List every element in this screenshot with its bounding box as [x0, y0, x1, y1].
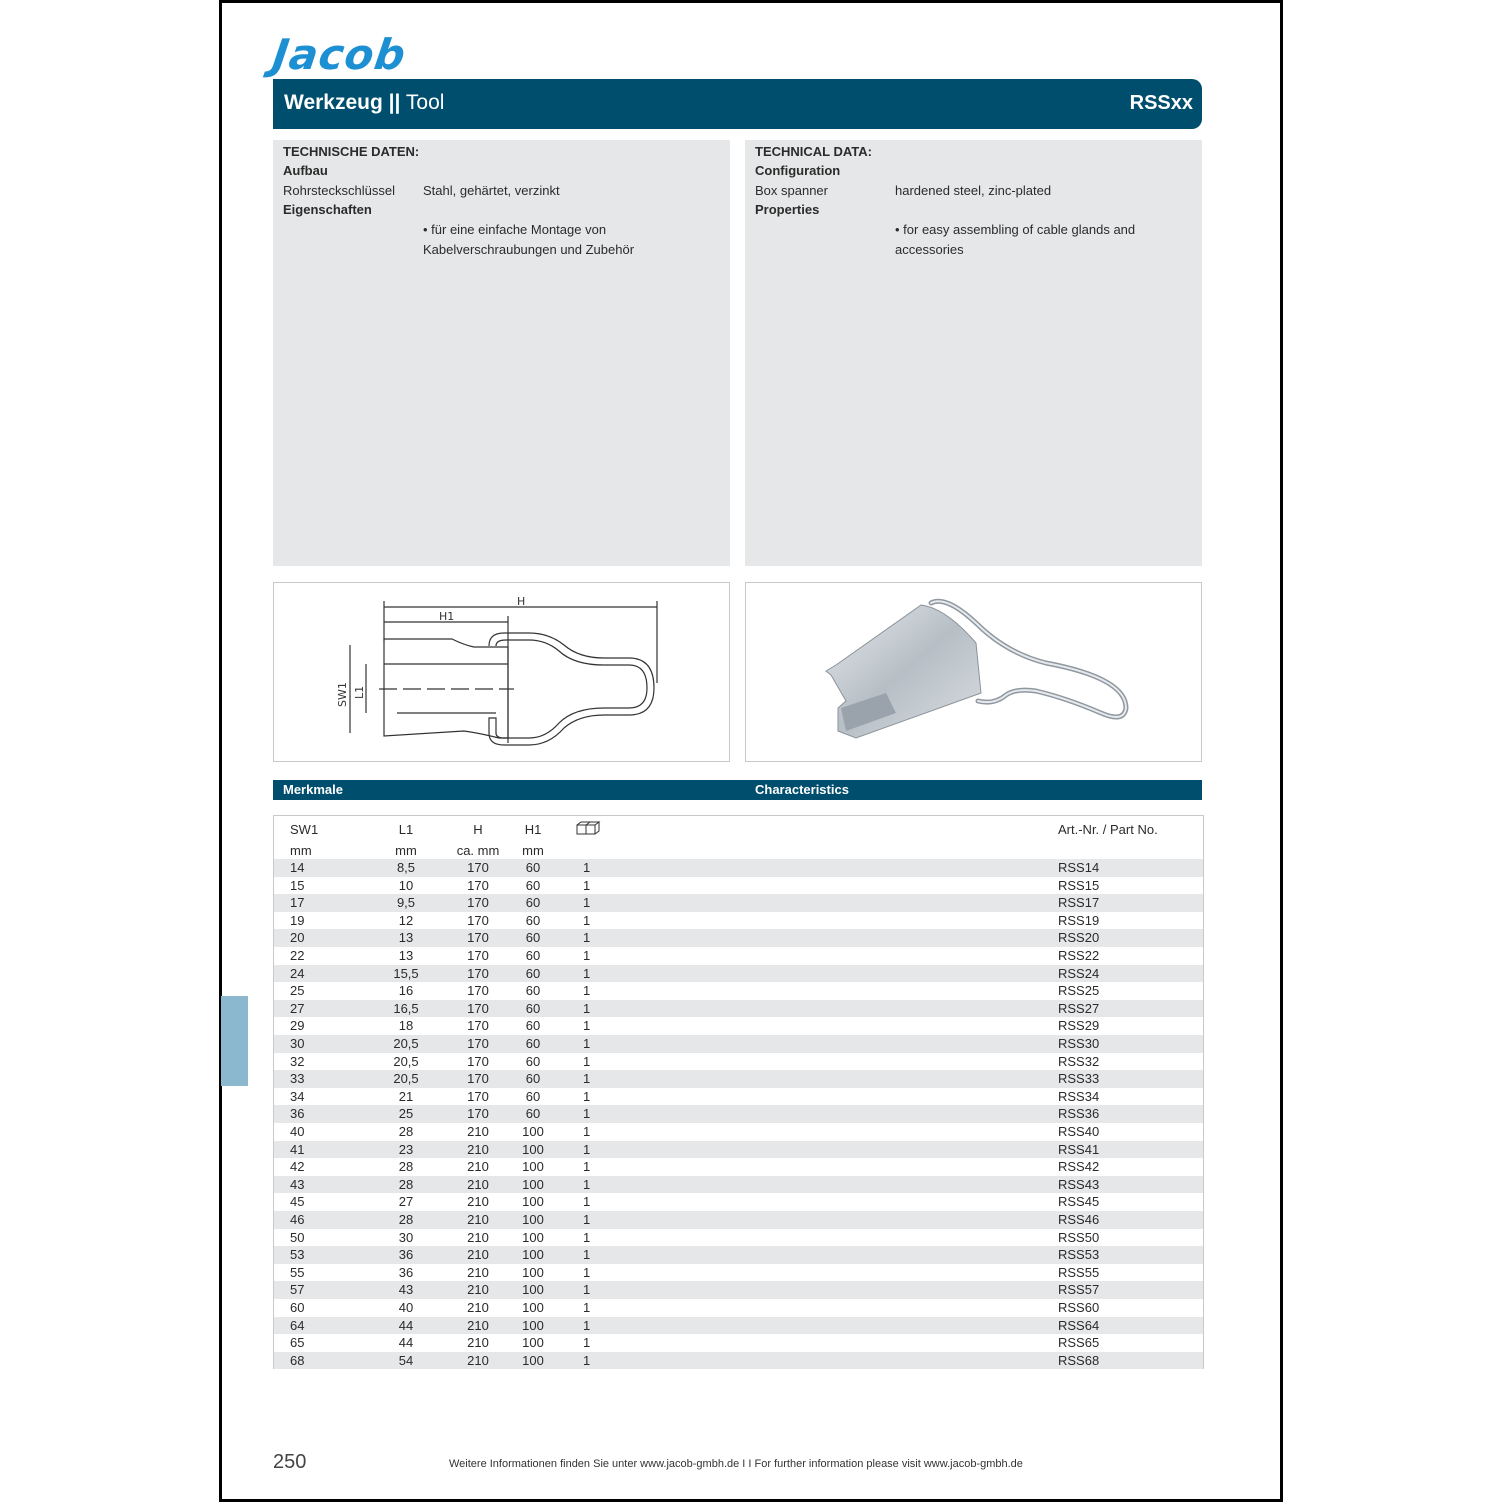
cell-h: 170	[467, 983, 489, 999]
cell-sw1: 14	[290, 860, 305, 875]
table-row	[274, 877, 1203, 895]
cell-part: RSS50	[1058, 1229, 1100, 1245]
cell-sw1: 45	[290, 1194, 305, 1210]
cell-h: 210	[467, 1229, 489, 1245]
title-en: Tool	[405, 91, 445, 114]
cell-sw1: 27	[290, 1000, 305, 1016]
cell-h1: 100	[522, 1317, 544, 1333]
cell-sw1: 42	[290, 1159, 305, 1175]
cell-sw1: 30	[290, 1036, 305, 1051]
config-label-en: Configuration	[755, 163, 841, 178]
cell-h: 170	[467, 1088, 489, 1104]
table-row	[274, 1352, 1203, 1370]
page-number: 250	[273, 1451, 307, 1473]
cell-pack: 1	[583, 1300, 591, 1315]
cell-l1: 28	[398, 1176, 414, 1192]
cell-h: 210	[467, 1317, 489, 1333]
cell-l1: 44	[398, 1335, 414, 1351]
cell-part: RSS24	[1058, 965, 1100, 981]
cell-h1: 60	[525, 1071, 541, 1087]
title-separator: ||	[388, 91, 401, 114]
cell-l1: 21	[398, 1088, 414, 1104]
cell-pack: 1	[583, 860, 591, 875]
cell-sw1: 68	[290, 1352, 305, 1368]
header-h1: H1	[524, 822, 542, 837]
cell-pack: 1	[583, 1036, 591, 1051]
cell-part: RSS20	[1058, 930, 1100, 946]
property-bullet-de: • für eine einfache Montage von Kabelverschraubungen und Zubehör	[423, 222, 635, 257]
cell-h1: 100	[522, 1264, 544, 1280]
cell-h1: 100	[522, 1300, 544, 1315]
cell-part: RSS22	[1058, 948, 1100, 963]
cell-l1: 44	[398, 1317, 414, 1333]
cell-l1: 8,5	[396, 860, 416, 875]
cell-h: 210	[467, 1194, 489, 1210]
technical-data-de-panel	[273, 140, 730, 566]
jacob-logo: Jacob	[269, 30, 410, 79]
cell-h: 170	[467, 965, 489, 981]
cell-pack: 1	[583, 965, 591, 981]
cell-l1: 16	[398, 983, 414, 999]
item-value-de: Stahl, gehärtet, verzinkt	[423, 183, 560, 198]
cell-l1: 27	[398, 1194, 414, 1210]
chapter-side-tab	[221, 996, 248, 1086]
cell-h: 170	[467, 912, 489, 928]
cell-h: 170	[467, 860, 489, 875]
cell-h1: 60	[525, 1053, 541, 1069]
cell-part: RSS19	[1058, 912, 1100, 928]
cell-l1: 9,5	[396, 895, 416, 911]
cell-sw1: 40	[290, 1124, 305, 1139]
cell-sw1: 65	[290, 1335, 305, 1351]
cell-h: 210	[467, 1159, 489, 1175]
table-row	[274, 1017, 1203, 1035]
cell-h1: 60	[525, 860, 541, 875]
table-row	[274, 1123, 1203, 1141]
cell-pack: 1	[583, 1159, 591, 1175]
package-icon	[576, 821, 602, 838]
characteristics-table	[273, 815, 1204, 1369]
cell-pack: 1	[583, 1212, 591, 1227]
cell-h: 170	[467, 877, 489, 893]
cell-sw1: 41	[290, 1141, 305, 1157]
cell-l1: 10	[398, 877, 414, 893]
cell-h1: 100	[522, 1335, 544, 1351]
cell-part: RSS25	[1058, 983, 1100, 999]
cell-l1: 15,5	[393, 965, 419, 981]
cell-part: RSS65	[1058, 1335, 1100, 1351]
cell-part: RSS36	[1058, 1106, 1100, 1122]
characteristics-section-bar	[273, 780, 1202, 800]
cell-sw1: 33	[290, 1071, 305, 1087]
cell-sw1: 43	[290, 1176, 305, 1192]
cell-h: 170	[467, 948, 489, 963]
cell-h1: 60	[525, 965, 541, 981]
cell-sw1: 64	[290, 1317, 305, 1333]
table-row	[274, 1053, 1203, 1071]
table-row	[274, 1317, 1203, 1335]
cell-pack: 1	[583, 1053, 591, 1069]
cell-l1: 16,5	[393, 1000, 419, 1016]
section-label-de: Merkmale	[283, 782, 343, 797]
cell-part: RSS64	[1058, 1317, 1100, 1333]
cell-sw1: 57	[290, 1282, 305, 1298]
cell-pack: 1	[583, 895, 591, 911]
cell-sw1: 19	[290, 912, 305, 928]
table-row	[274, 1246, 1203, 1264]
cell-part: RSS45	[1058, 1194, 1100, 1210]
cell-h: 210	[467, 1264, 489, 1280]
cell-l1: 36	[398, 1247, 414, 1263]
table-row	[274, 859, 1203, 877]
cell-sw1: 32	[290, 1053, 305, 1069]
table-row	[274, 1000, 1203, 1018]
cell-h: 210	[467, 1141, 489, 1157]
cell-pack: 1	[583, 1247, 591, 1263]
cell-pack: 1	[583, 930, 591, 946]
cell-sw1: 22	[290, 948, 305, 963]
cell-l1: 28	[398, 1124, 414, 1139]
cell-part: RSS29	[1058, 1018, 1100, 1034]
cell-part: RSS60	[1058, 1300, 1100, 1315]
header-part-no: Art.-Nr. / Part No.	[1058, 822, 1158, 837]
cell-part: RSS40	[1058, 1124, 1100, 1139]
cell-sw1: 29	[290, 1018, 305, 1034]
cell-pack: 1	[583, 1317, 591, 1333]
cell-l1: 40	[398, 1300, 414, 1315]
cell-h: 170	[467, 1053, 489, 1069]
cell-h1: 100	[522, 1229, 544, 1245]
table-row	[274, 1070, 1203, 1088]
tech-heading-de: TECHNISCHE DATEN:	[283, 144, 420, 159]
table-row	[274, 929, 1203, 947]
cell-pack: 1	[583, 1335, 591, 1351]
label-sw1: SW1	[336, 682, 349, 707]
cell-pack: 1	[583, 1352, 591, 1368]
cell-part: RSS42	[1058, 1159, 1100, 1175]
unit-sw1: mm	[290, 843, 312, 858]
cell-sw1: 17	[290, 895, 305, 911]
cell-l1: 54	[398, 1352, 414, 1368]
cell-pack: 1	[583, 948, 591, 963]
cell-pack: 1	[583, 1088, 591, 1104]
cell-pack: 1	[583, 1000, 591, 1016]
page-title	[284, 91, 444, 115]
header-h: H	[473, 822, 483, 837]
cell-h1: 100	[522, 1282, 544, 1298]
cell-part: RSS15	[1058, 877, 1100, 893]
cell-part: RSS30	[1058, 1036, 1100, 1051]
cell-h1: 100	[522, 1352, 544, 1368]
cell-h: 170	[467, 895, 489, 911]
cell-l1: 20,5	[393, 1036, 419, 1051]
cell-h: 170	[467, 1000, 489, 1016]
config-label-de: Aufbau	[283, 163, 328, 178]
cell-l1: 20,5	[393, 1071, 419, 1087]
cell-sw1: 36	[290, 1106, 305, 1122]
table-row	[274, 894, 1203, 912]
cell-pack: 1	[583, 1071, 591, 1087]
item-value-en: hardened steel, zinc-plated	[895, 183, 1052, 198]
table-row	[274, 982, 1203, 1000]
cell-h1: 60	[525, 1088, 541, 1104]
cell-l1: 43	[398, 1282, 414, 1298]
cell-pack: 1	[583, 1229, 591, 1245]
unit-h1: mm	[522, 843, 544, 858]
properties-label-de: Eigenschaften	[283, 202, 372, 217]
table-row	[274, 1281, 1203, 1299]
table-row	[274, 1211, 1203, 1229]
cell-part: RSS34	[1058, 1088, 1100, 1104]
table-row	[274, 1035, 1203, 1053]
item-label-de: Rohrsteckschlüssel	[283, 183, 395, 198]
cell-h1: 60	[525, 1000, 541, 1016]
cell-sw1: 25	[290, 983, 305, 999]
cell-part: RSS43	[1058, 1176, 1100, 1192]
cell-h: 210	[467, 1212, 489, 1227]
cell-part: RSS46	[1058, 1212, 1100, 1227]
cell-part: RSS27	[1058, 1000, 1100, 1016]
cell-part: RSS55	[1058, 1264, 1100, 1280]
cell-pack: 1	[583, 1264, 591, 1280]
cell-part: RSS17	[1058, 895, 1100, 911]
cell-l1: 36	[398, 1264, 414, 1280]
cell-h: 170	[467, 1036, 489, 1051]
cell-pack: 1	[583, 1106, 591, 1122]
cell-h1: 100	[522, 1247, 544, 1263]
cell-h1: 60	[525, 895, 541, 911]
table-row	[274, 1141, 1203, 1159]
cell-l1: 28	[398, 1159, 414, 1175]
cell-pack: 1	[583, 1282, 591, 1298]
table-row	[274, 1264, 1203, 1282]
cell-h1: 60	[525, 877, 541, 893]
cell-h: 210	[467, 1282, 489, 1298]
table-row	[274, 947, 1203, 965]
cell-h: 170	[467, 930, 489, 946]
cell-part: RSS41	[1058, 1141, 1100, 1157]
cell-h: 210	[467, 1247, 489, 1263]
product-photo	[745, 582, 1202, 762]
cell-pack: 1	[583, 1176, 591, 1192]
header-sw1: SW1	[290, 822, 319, 837]
label-h: H	[517, 595, 526, 608]
cell-h: 170	[467, 1018, 489, 1034]
cell-h1: 100	[522, 1212, 544, 1227]
cell-l1: 12	[398, 912, 414, 928]
cell-sw1: 60	[290, 1300, 305, 1315]
cell-sw1: 20	[290, 930, 305, 946]
cell-pack: 1	[583, 1018, 591, 1034]
cell-sw1: 53	[290, 1247, 305, 1263]
cell-h: 210	[467, 1300, 489, 1315]
cell-h1: 100	[522, 1176, 544, 1192]
title-de: Werkzeug	[284, 91, 383, 114]
cell-sw1: 34	[290, 1088, 305, 1104]
table-row	[274, 1176, 1203, 1194]
cell-part: RSS57	[1058, 1282, 1100, 1298]
table-row	[274, 1299, 1203, 1317]
cell-pack: 1	[583, 1194, 591, 1210]
unit-l1: mm	[395, 843, 417, 858]
cell-part: RSS33	[1058, 1071, 1100, 1087]
cell-h1: 60	[525, 1018, 541, 1034]
footer-info: Weitere Informationen finden Sie unter www.jacob-gmbh.de I I For further information please visit www.jacob-gmbh.de	[449, 1458, 1023, 1470]
cell-part: RSS14	[1058, 860, 1100, 875]
cell-h1: 100	[522, 1194, 544, 1210]
cell-h1: 100	[522, 1124, 544, 1139]
cell-l1: 18	[398, 1018, 414, 1034]
cell-pack: 1	[583, 983, 591, 999]
box-spanner-photo-icon	[746, 583, 1201, 761]
cell-sw1: 50	[290, 1229, 305, 1245]
section-label-en: Characteristics	[755, 782, 849, 797]
cell-part: RSS68	[1058, 1352, 1100, 1368]
table-row	[274, 1088, 1203, 1106]
cell-sw1: 24	[290, 965, 305, 981]
cell-h1: 100	[522, 1159, 544, 1175]
cell-h: 170	[467, 1106, 489, 1122]
cell-h: 210	[467, 1176, 489, 1192]
cell-l1: 13	[398, 948, 414, 963]
cell-pack: 1	[583, 1141, 591, 1157]
item-label-en: Box spanner	[755, 183, 828, 198]
cell-h1: 60	[525, 1036, 541, 1051]
table-row	[274, 1334, 1203, 1352]
technical-data-en-panel	[745, 140, 1202, 566]
cell-h: 170	[467, 1071, 489, 1087]
tech-heading-en: TECHNICAL DATA:	[755, 144, 872, 159]
cell-part: RSS32	[1058, 1053, 1100, 1069]
cell-h1: 60	[525, 1106, 541, 1122]
properties-label-en: Properties	[755, 202, 820, 217]
product-code: RSSxx	[1129, 92, 1193, 114]
cell-pack: 1	[583, 912, 591, 928]
cell-l1: 13	[398, 930, 414, 946]
header-bar	[273, 79, 1202, 129]
cell-h1: 60	[525, 930, 541, 946]
cell-h1: 60	[525, 912, 541, 928]
table-row	[274, 965, 1203, 983]
table-row	[274, 1158, 1203, 1176]
table-row	[274, 912, 1203, 930]
cell-h: 210	[467, 1335, 489, 1351]
cell-h1: 100	[522, 1141, 544, 1157]
cell-part: RSS53	[1058, 1247, 1100, 1263]
cell-h: 210	[467, 1124, 489, 1139]
cell-h: 210	[467, 1352, 489, 1368]
cell-pack: 1	[583, 877, 591, 893]
cell-l1: 20,5	[393, 1053, 419, 1069]
cell-l1: 23	[398, 1141, 414, 1157]
unit-h: ca. mm	[456, 843, 500, 858]
property-bullet-en: • for easy assembling of cable glands and accessories	[895, 222, 1136, 257]
cell-sw1: 15	[290, 877, 305, 893]
box-spanner-drawing-icon	[274, 583, 729, 761]
cell-h1: 60	[525, 983, 541, 999]
table-row	[274, 1193, 1203, 1211]
cell-pack: 1	[583, 1124, 591, 1139]
cell-l1: 28	[398, 1212, 414, 1227]
label-l1: L1	[353, 685, 366, 699]
technical-drawing	[273, 582, 730, 762]
cell-l1: 30	[398, 1229, 414, 1245]
cell-sw1: 55	[290, 1264, 305, 1280]
table-row	[274, 1229, 1203, 1247]
cell-l1: 25	[398, 1106, 414, 1122]
cell-sw1: 46	[290, 1212, 305, 1227]
table-row	[274, 1105, 1203, 1123]
label-h1: H1	[439, 610, 455, 623]
cell-h1: 60	[525, 948, 541, 963]
header-l1: L1	[398, 822, 414, 837]
